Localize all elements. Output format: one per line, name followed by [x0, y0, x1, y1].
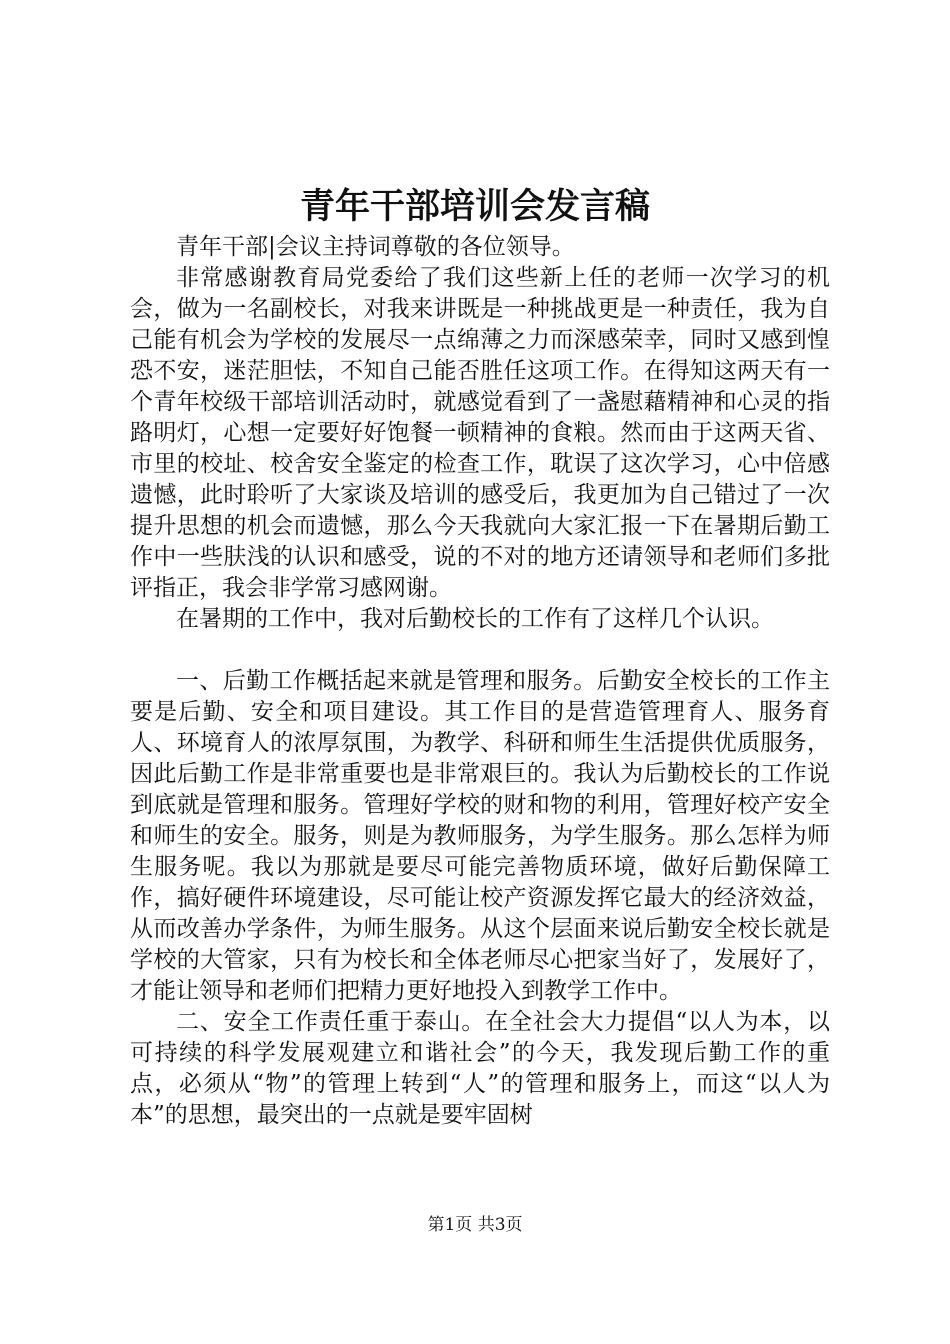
paragraph-greeting: 青年干部|会议主持词尊敬的各位领导。 — [176, 234, 575, 260]
paragraph-point-one: 一、后勤工作概括起来就是管理和服务。后勤安全校长的工作主要是后勤、安全和项目建设。其工作目的是营造管理育人、服务育人、环境育人的浓厚氛围，为教学、科研和师生生活提供优质服务，因此后勤工作是非常重要也是非常艰巨的。我认为后勤校长的工作说到底就是管理和服务。管理好学校的财和物的利用，管理好校产安全和师生的安全。服务，则是为教师服务，为学生服务。那么怎样为师生服务呢。我以为那就是要尽可能完善物质环境，做好后勤保障工作，搞好硬件环境建设，尽可能让校产资源发挥它最大的经济效益，从而改善办学条件，为师生服务。从这个层面来说后勤安全校长就是学校的大管家，只有为校长和全体老师尽心把家当好了，发展好了，才能让领导和老师们把精力更好地投入到教学工作中。 — [130, 668, 830, 1004]
paragraph-spacer — [130, 635, 830, 666]
paragraph-summary: 在暑期的工作中，我对后勤校长的工作有了这样几个认识。 — [176, 606, 774, 632]
paragraph-intro: 非常感谢教育局党委给了我们这些新上任的老师一次学习的机会，做为一名副校长，对我来讲既是一种挑战更是一种责任，我为自己能有机会为学校的发展尽一点绵薄之力而深感荣幸，同时又感到惶恐不安，迷茫胆怯，不知自己能否胜任这项工作。在得知这两天有一个青年校级干部培训活动时，就感觉看到了一盏慰藉精神和心灵的指路明灯，心想一定要好好饱餐一顿精神的食粮。然而由于这两天省、市里的校址、校舍安全鉴定的检查工作，耽误了这次学习，心中倍感遗憾，此时聆听了大家谈及培训的感受后，我更加为自己错过了一次提升思想的机会而遗憾，那么今天我就向大家汇报一下在暑期后勤工作中一些肤浅的认识和感受，说的不对的地方还请领导和老师们多批评指正，我会非学常习感网谢。 — [130, 265, 830, 601]
paragraph-point-two: 二、安全工作责任重于泰山。在全社会大力提倡“以人为本，以可持续的科学发展观建立和谐社会”的今天，我发现后勤工作的重点，必须从“物”的管理上转到“人”的管理和服务上，而这“以人为本”的思想，最突出的一点就是要牢固树 — [130, 1009, 830, 1128]
page-number: 第1页 共3页 — [427, 1215, 523, 1235]
document-body — [130, 232, 830, 1131]
document-title: 青年干部培训会发言稿 — [299, 186, 650, 227]
